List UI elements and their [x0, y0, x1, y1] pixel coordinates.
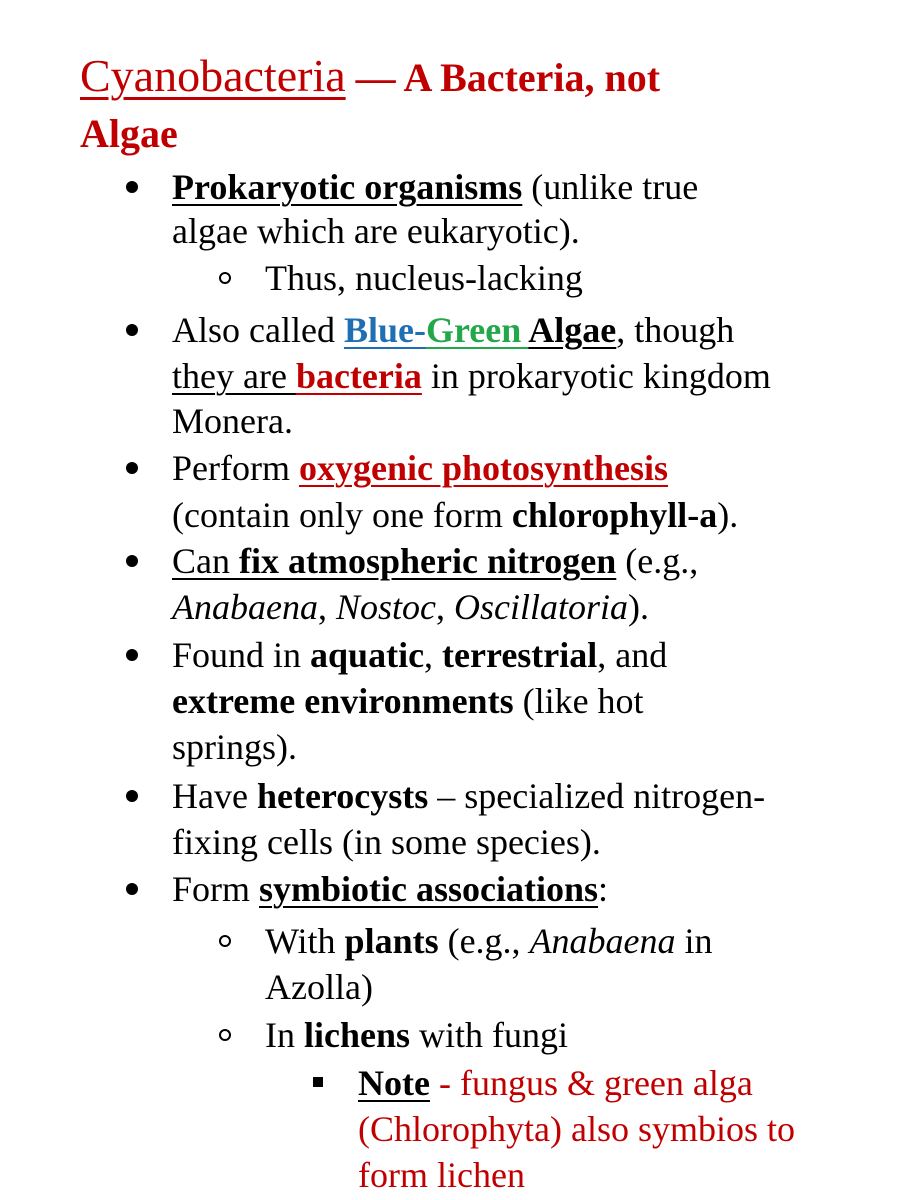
bullet-2-line-1 — [172, 307, 734, 353]
note-line-1 — [358, 1060, 753, 1106]
sub-bullet-plants-line-1 — [265, 918, 713, 964]
text: (e.g., — [438, 921, 530, 961]
bullet-dot — [126, 790, 138, 802]
text: (like hot — [513, 681, 644, 721]
bullet-5-line-3: springs). — [172, 727, 297, 767]
bacteria-term: bacteria — [295, 356, 422, 396]
text: , though — [616, 310, 735, 350]
bullet-dot — [126, 324, 138, 336]
text: Also called — [172, 310, 344, 350]
bullet-3-line-2 — [172, 492, 738, 538]
text: they are — [172, 356, 296, 396]
sub-bullet-lichens — [265, 1012, 568, 1058]
text: : — [598, 869, 609, 909]
bullet-dot — [126, 462, 138, 474]
note-label: Note — [358, 1063, 430, 1103]
bullet-dot — [126, 181, 138, 193]
prokaryotic-term: Prokaryotic organisms — [172, 167, 523, 207]
text: In — [265, 1015, 304, 1055]
note-line-2: (Chlorophyta) also symbios to — [358, 1109, 795, 1149]
sub-bullet-circle — [219, 272, 231, 284]
text: in prokaryotic kingdom — [421, 356, 771, 396]
sub-bullet-nucleus: Thus, nucleus-lacking — [265, 258, 583, 298]
text: Nostoc — [335, 587, 436, 627]
text: With — [265, 921, 345, 961]
nitrogen-term: fix atmospheric nitrogen — [239, 541, 617, 581]
chlorophyll-term: chlorophyll-a — [511, 495, 718, 535]
bullet-1-line-2: algae which are eukaryotic). — [172, 211, 580, 251]
text: terrestrial — [442, 635, 598, 675]
bullet-2-line-3: Monera. — [172, 401, 293, 441]
text: ). — [717, 495, 739, 535]
text: , — [435, 587, 454, 627]
text: lichens — [304, 1015, 411, 1055]
note-line-3: form lichen — [358, 1155, 525, 1195]
green-term: Green — [425, 310, 529, 350]
page-title — [80, 46, 660, 108]
text: , — [317, 587, 336, 627]
oxygenic-term: oxygenic photosynthesis — [298, 448, 669, 488]
bullet-dot — [126, 649, 138, 661]
text: Form — [172, 869, 260, 909]
text: (contain only one form — [172, 495, 512, 535]
text: (unlike true — [522, 167, 699, 207]
bullet-6-line-2: fixing cells (in some species). — [172, 822, 601, 862]
algae-term: Algae — [528, 310, 617, 350]
sub-bullet-circle — [219, 1029, 231, 1041]
bullet-2-line-2 — [172, 353, 771, 399]
text: with fungi — [410, 1015, 569, 1055]
text: Can — [172, 541, 239, 581]
bullet-5-line-2 — [172, 678, 644, 724]
heterocysts-term: heterocysts — [256, 776, 429, 816]
bullet-3-line-1 — [172, 445, 668, 491]
text: , and — [597, 635, 668, 675]
text: Oscillatoria — [453, 587, 628, 627]
text: plants — [344, 921, 439, 961]
text: extreme environments — [172, 681, 514, 721]
title-line-2: Algae — [80, 111, 178, 156]
text: (e.g., — [616, 541, 699, 581]
text: Anabaena — [529, 921, 676, 961]
bullet-7-line-1 — [172, 866, 608, 912]
bullet-dot — [126, 555, 138, 567]
text: Perform — [172, 448, 299, 488]
text: , — [424, 635, 443, 675]
bullet-6-line-1 — [172, 773, 765, 819]
bullet-5-line-1 — [172, 632, 667, 678]
symbiotic-term: symbiotic associations — [259, 869, 599, 909]
text: Found in — [172, 635, 311, 675]
bullet-4-line-2 — [172, 584, 649, 630]
sub-sub-bullet-square — [313, 1077, 323, 1087]
title-main: Cyanobacteria — [80, 50, 346, 101]
text: – specialized nitrogen- — [428, 776, 766, 816]
text: - fungus & green alga — [429, 1063, 753, 1103]
text: Have — [172, 776, 257, 816]
blue-term: Blue- — [343, 310, 426, 350]
title-subtitle: — A Bacteria, not — [345, 55, 661, 100]
sub-bullet-plants-line-2: Azolla) — [265, 967, 373, 1007]
bullet-dot — [126, 883, 138, 895]
text: ). — [628, 587, 649, 627]
text: Anabaena — [172, 587, 318, 627]
text: aquatic — [310, 635, 425, 675]
bullet-4-line-1 — [172, 538, 698, 584]
bullet-1-line-1 — [172, 164, 698, 210]
text: in — [675, 921, 713, 961]
sub-bullet-circle — [219, 935, 231, 947]
